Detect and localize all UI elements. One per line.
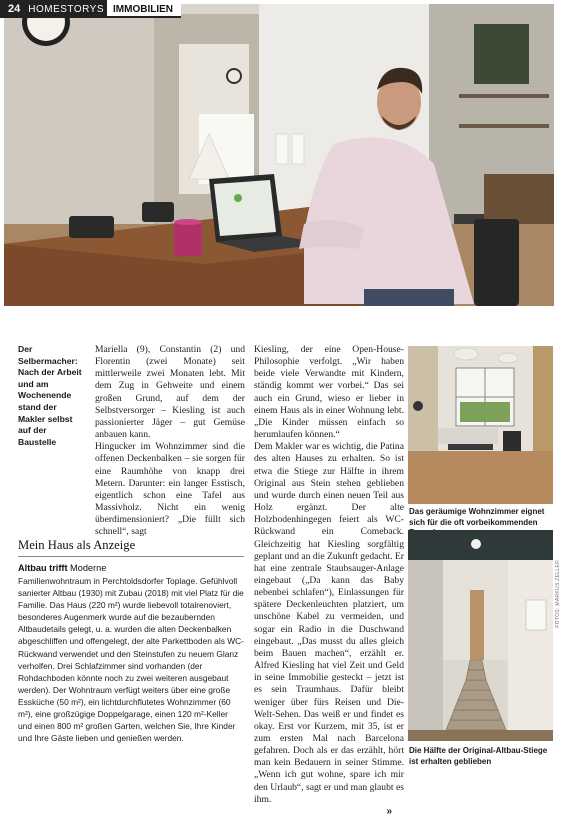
paragraph: Mariella (9), Constantin (2) und Florentin (zwei Monate) seit mittlerweile zwei Monaten lebt. Mit dem Zug in Gehweite und einem großen Grund, auf dem der Selbstversorger – Kiesling ist auch passionierter Jäger – gut Gemüse anbauen kann.: [95, 344, 245, 441]
section-label: IMMOBILIEN: [107, 0, 181, 18]
paragraph: Dem Makler war es wichtig, die Patina des alten Hauses zu erhalten. So ist etwa die Stiege zur Hälfte in ihrem Original aus Stein stehen geblieben und wurde durch einen neuen Teil aus Holz ergänzt. Der alte Holzbodenhingegen feiert als WC-Rückwand ein Comeback. Gleichzeitig hat Kiesling sorgfältig geplant und an die Zukunft gedacht. Er hat eine zentrale Staubsauger-Anlage eingebaut („Da kann das Baby nebenbei schlafen“), Einlassungen für spätere Deckenleuchten platziert, um unschöne Kabel zu vermeiden, und sogar ein Radio in die Duschwand eingebaut. „Das musst du alles gleich beim Bauen machen“, erzählt er. Alfred Kiesling hat viel Zeit und Geld in seine Immobilie gesteckt – jetzt ist es sein Traumhaus. Dafür bleibt weniger über fürs Reisen und Die-Welt-Sehen. Das weiß er und findet es okay. Erst vor Kurzem, mit 35, ist er zum ersten Mal nach Barcelona gefahren. Doch als er das erzählt, hört man kein Bedauern in seiner Stimme. „Wenn ich gut wohne, spare ich mir den Urlaub“, sagt er und man glaubt es ihm.: [254, 441, 404, 805]
staircase-photo: [408, 530, 553, 741]
article-column-1: [95, 344, 245, 539]
infobox-headline-rest: Moderne: [67, 563, 107, 573]
continue-marker: »: [386, 805, 392, 817]
living-room-illustration: [408, 346, 553, 504]
infobox-headline-bold: Altbau trifft: [18, 563, 68, 573]
paragraph: Hingucker im Wohnzimmer sind die offenen Deckenbalken – sie sorgen für eine Raumhöhe von knapp drei Metern. Darunter: ein langer Esstisch, eigentlich schon eine Tafel aus Massivholz. Nicht ein wenig überdimensioniert? „Die füllt sich schnell“, sagt: [95, 441, 245, 538]
hero-photo-illustration: [4, 4, 554, 306]
page-number: 24: [0, 0, 26, 18]
magazine-brand: HOMESTORYS: [26, 0, 107, 18]
paragraph: Kiesling, der eine Open-House-Philosophie verfolgt. „Wir haben beide viele Verwandte mit Kindern, ständig kommt wer vorbei.“ Das sei auch ein Grund, wieso er lieber in einem Haus als in einer Wohnung lebt. „Die Kinder müssen einfach so herumlaufen können.“: [254, 344, 404, 441]
infobox-body: Familienwohntraum in Perchtoldsdorfer Toplage. Gefühlvoll sanierter Altbau (1930) mit Zubau (2018) mit viel Platz für die Familie. Das Haus (220 m²) wurde liebevoll totalrenoviert, besonderes Augenmerk wurde auf die bezaubernden Altbaudetails gelegt, u. a. wurden die alten Deckenbalken abgeschliffen und offengelegt, der alte Parkettboden als WC-Rückwand verwendet und den Steinstufen zu neuem Glanz verholfen. Drei Schlafzimmer sind vorhanden (der Rohdachboden könnte noch zu zwei weiteren ausgebaut werden). Der Wohntraum verfügt weiters über eine große Essküche (50 m²), ein lichtdurchflutetes Wohnzimmer (60 m²), eine großzügige Doppelgarage, einen 120 m²-Keller und einen 800 m² großen Garten, welchen Sie, Ihre Kinder und Ihre Gäste lieben und genießen werden.: [18, 576, 244, 744]
page-header: [0, 0, 181, 18]
staircase-caption: Die Hälfte der Original-Altbau-Stiege ist erhalten geblieben: [409, 746, 548, 766]
infobox-title: Mein Haus als Anzeige: [18, 538, 136, 552]
living-room-photo: [408, 346, 553, 504]
infobox-divider: [18, 556, 244, 557]
photo-caption-main: Der Selbermacher: Nach der Arbeit und am Wochenende stand der Makler selbst auf der Baustelle: [18, 344, 82, 447]
living-room-caption: Das geräumige Wohnzimmer eignet sich für die oft vorbeikommenden: [409, 507, 545, 527]
photo-credit: FOTOS: MARKUS ZELLER: [555, 560, 561, 628]
article-column-2: [254, 344, 404, 818]
infobox-headline: [18, 563, 106, 573]
staircase-illustration: [408, 530, 553, 741]
hero-photo: [4, 4, 554, 306]
